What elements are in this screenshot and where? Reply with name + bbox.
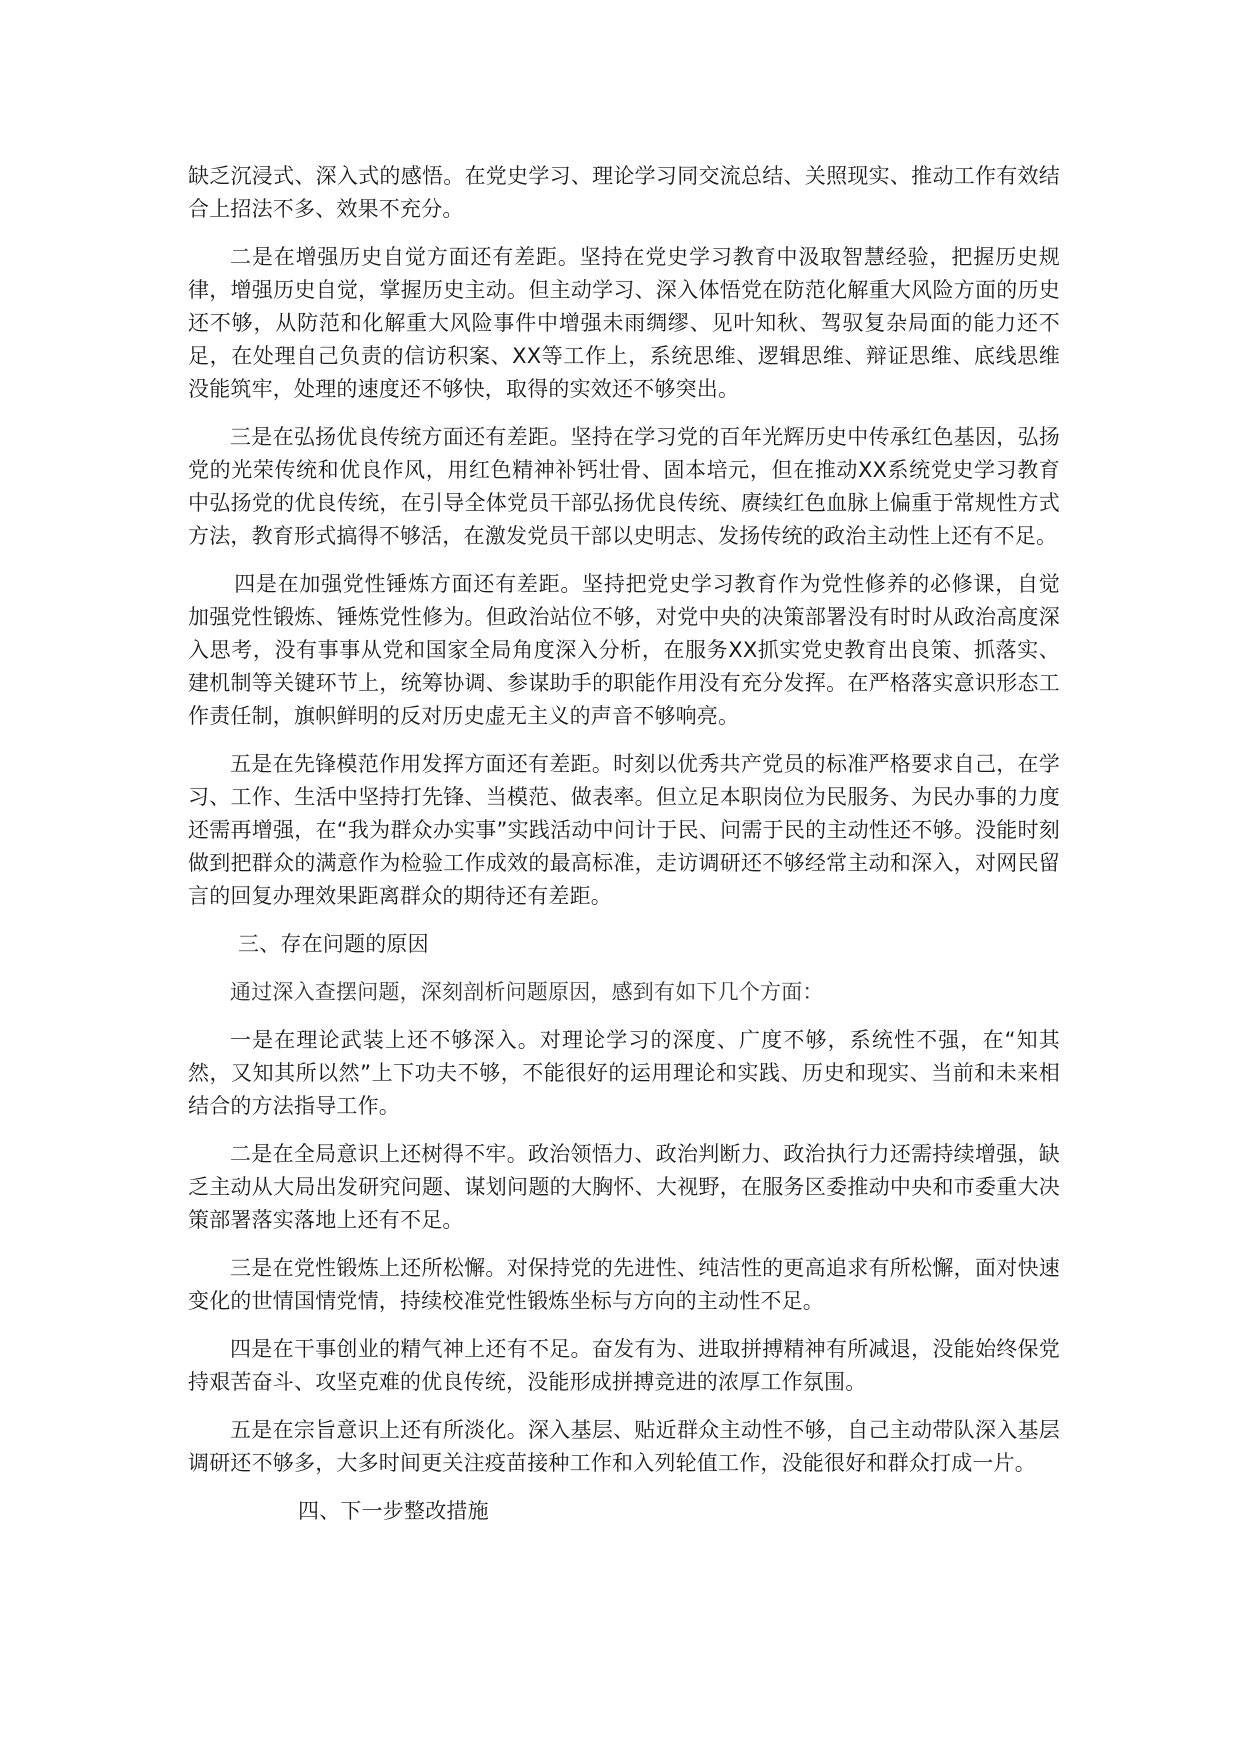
paragraph-point-4: 四是在加强党性锤炼方面还有差距。坚持把党史学习教育作为党性修养的必修课，自觉加强党性锻炼、锤炼党性修为。但政治站位不够，对党中央的决策部署没有时时从政治高度深入思考，没有事事从党和国家全局角度深入分析，在服务XX抓实党史教育出良策、抓落实、建机制等关键环节上，统筹协调、参谋助手的职能作用没有充分发挥。在严格落实意识形态工作责任制，旗帜鲜明的反对历史虚无主义的声音不够响亮。 <box>188 572 1061 728</box>
document-page <box>188 160 1060 1543</box>
cause-paragraph-4: 四是在干事创业的精气神上还有不足。奋发有为、进取拼搏精神有所减退，没能始终保党持艰苦奋斗、攻坚克难的优良传统，没能形成拼搏竞进的浓厚工作氛围。 <box>188 1337 1060 1394</box>
section-3-heading: 三、存在问题的原因 <box>238 932 429 956</box>
paragraph-point-2: 二是在增强历史自觉方面还有差距。坚持在党史学习教育中汲取智慧经验，把握历史规律，增强历史自觉，掌握历史主动。但主动学习、深入体悟党在防范化解重大风险方面的历史还不够，从防范和化解重大风险事件中增强未雨绸缪、见叶知秋、驾驭复杂局面的能力还不足，在处理自己负责的信访积案、XX等工作上，系统思维、逻辑思维、辩证思维、底线思维没能筑牢，处理的速度还不够快，取得的实效还不够突出。 <box>188 245 1060 401</box>
cause-paragraph-2: 二是在全局意识上还树得不牢。政治领悟力、政治判断力、政治执行力还需持续增强，缺乏主动从大局出发研究问题、谋划问题的大胸怀、大视野，在服务区委推动中央和市委重大决策部署落实落地上还有不足。 <box>188 1142 1060 1232</box>
section-4-heading: 四、下一步整改措施 <box>298 1499 489 1523</box>
cause-paragraph-5: 五是在宗旨意识上还有所淡化。深入基层、贴近群众主动性不够，自己主动带队深入基层调研还不够多，大多时间更关注疫苗接种工作和入列轮值工作，没能很好和群众打成一片。 <box>188 1418 1060 1475</box>
paragraph-point-3: 三是在弘扬优良传统方面还有差距。坚持在学习党的百年光辉历史中传承红色基因，弘扬党的光荣传统和优良作风，用红色精神补钙壮骨、固本培元，但在推动XX系统党史学习教育中弘扬党的优良传统，在引导全体党员干部弘扬优良传统、赓续红色血脉上偏重于常规性方式方法，教育形式搞得不够活，在激发党员干部以史明志、发扬传统的政治主动性上还有不足。 <box>188 425 1061 548</box>
section-3-intro: 通过深入查摆问题，深刻剖析问题原因，感到有如下几个方面： <box>230 980 824 1004</box>
cause-paragraph-3: 三是在党性锻炼上还所松懈。对保持党的先进性、纯洁性的更高追求有所松懈，面对快速变化的世情国情党情，持续校准党性锻炼坐标与方向的主动性不足。 <box>188 1256 1060 1313</box>
cause-paragraph-1: 一是在理论武装上还不够深入。对理论学习的深度、广度不够，系统性不强，在“知其然，又知其所以然”上下功夫不够，不能很好的运用理论和实践、历史和现实、当前和未来相结合的方法指导工作。 <box>188 1028 1060 1118</box>
paragraph-point-5: 五是在先锋模范作用发挥方面还有差距。时刻以优秀共产党员的标准严格要求自己，在学习、工作、生活中坚持打先锋、当模范、做表率。但立足本职岗位为民服务、为民办事的力度还需再增强，在“我为群众办实事”实践活动中问计于民、问需于民的主动性还不够。没能时刻做到把群众的满意作为检验工作成效的最高标准，走访调研还不够经常主动和深入，对网民留言的回复办理效果距离群众的期待还有差距。 <box>188 752 1060 908</box>
paragraph-continuation: 缺乏沉浸式、深入式的感悟。在党史学习、理论学习同交流总结、关照现实、推动工作有效结合上招法不多、效果不充分。 <box>188 164 1060 221</box>
